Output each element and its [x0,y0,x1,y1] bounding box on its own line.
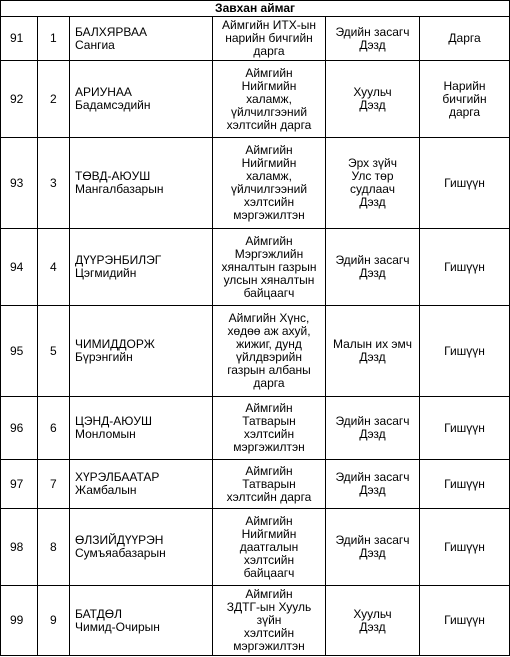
table-row [1,61,510,138]
member-position-line: жижиг, дунд [236,337,302,351]
member-role-line: Гишүүн [444,420,485,435]
member-profession-rank-line: Дэзд [359,98,386,112]
member-name-patronymic: Сумъяабазарын [75,546,166,560]
member-position-line: хэлтсийн [243,195,295,209]
member-profession-rank-line: Хуульч [353,606,392,621]
member-role [420,61,510,138]
member-name-patronymic: Цэгмидийн [75,266,137,280]
member-role [420,229,510,306]
row-index: 3 [38,138,70,229]
member-name [70,586,213,656]
member-name [70,138,213,229]
member-position-line: хэлтсийн дарга [226,117,312,132]
member-position-line: халамж, [246,91,292,106]
member-position-line: Нийгмийн [241,78,297,93]
row-number: 93 [1,138,38,229]
member-position [213,397,326,460]
row-index: 8 [38,509,70,586]
member-role [420,509,510,586]
member-role-line: Гишүүн [444,259,485,274]
member-name-main: ХҮРЭЛБААТАР [75,470,160,484]
row-index: 1 [38,17,70,61]
member-profession-rank [326,460,420,509]
row-number: 94 [1,229,38,306]
member-name-main: БАЛХЯРВАА [75,24,148,39]
member-position [213,509,326,586]
member-profession-rank-line: Хуульч [353,85,392,99]
member-profession-rank [326,17,420,61]
member-name-main: ТӨВД-АЮУШ [75,169,151,183]
member-role [420,306,510,397]
member-position-line: байцаагч [243,285,295,300]
member-position-line: үйлчилгээний [230,104,308,119]
member-role [420,586,510,656]
member-profession-rank-line: Улс төр [351,169,394,183]
table-row [1,306,510,397]
member-role-line: Гишүүн [444,613,485,627]
member-position [213,138,326,229]
member-profession-rank-line: Эдийн засагч [335,24,410,39]
member-position-line: ЗДТГ-ын Хууль [226,600,312,614]
member-profession-rank-line: Дэзд [359,350,386,364]
member-position [213,460,326,509]
member-position-line: үйлчилгээний [230,182,308,196]
member-name [70,509,213,586]
member-role-line: Нарийн [443,78,486,93]
row-index: 6 [38,397,70,460]
member-position [213,586,326,656]
member-position-line: Нийгмийн [241,526,297,541]
member-position-line: Аймгийн [245,587,293,601]
member-position-line: Мэргэжлийн [234,246,304,261]
member-profession-rank [326,397,420,460]
member-profession-rank [326,138,420,229]
member-role [420,397,510,460]
table-row [1,17,510,61]
member-profession-rank-line: Малын их эмч [332,337,413,351]
row-number: 97 [1,460,38,509]
row-number: 95 [1,306,38,397]
member-profession-rank-line: судлаач [350,182,395,196]
member-role-line: Гишүүн [444,476,485,491]
table-body [1,17,510,656]
member-position-line: Аймгийн [245,143,293,157]
member-position-line: Аймгийн [245,65,293,80]
member-position-line: Аймгийн Хүнс, [228,311,310,325]
member-role-line: Гишүүн [444,175,485,190]
member-position-line: хэлтсийн дарга [226,489,312,504]
member-position-line: мэргэжилтэн [233,208,305,222]
member-position-line: Аймгийн [245,233,293,248]
member-name-main: БАТДӨЛ [75,606,122,621]
member-name-main: АРИУНАА [75,85,132,99]
member-name-patronymic: Монломын [75,427,136,441]
member-profession-rank-line: Дэзд [359,546,386,560]
member-position-line: улсын хяналтын [223,272,315,287]
member-name-main: ЦЭНД-АЮУШ [75,414,153,428]
member-name-patronymic: Бүрэнгийн [75,350,133,364]
table-row [1,460,510,509]
table-row [1,138,510,229]
member-profession-rank-line: Дэзд [359,195,386,209]
member-profession-rank-line: Эдийн засагч [335,253,410,267]
member-position [213,17,326,61]
member-profession-rank-line: Эдийн засагч [335,414,410,428]
row-number: 98 [1,509,38,586]
member-position-line: Аймгийн [245,401,293,415]
member-position [213,229,326,306]
row-index: 4 [38,229,70,306]
member-position-line: хөдөө аж ахуй, [227,324,311,338]
member-profession-rank-line: Дэзд [359,619,386,634]
row-number: 96 [1,397,38,460]
member-position [213,61,326,138]
member-profession-rank-line: Дэзд [359,483,386,497]
member-position-line: дарга [253,376,285,390]
member-name [70,460,213,509]
member-position-line: үйлдвэрийн [236,350,302,364]
member-name-patronymic: Мангалбазарын [75,182,164,196]
member-name-main: ДҮҮРЭНБИЛЭГ [75,253,162,267]
row-index: 5 [38,306,70,397]
row-number: 92 [1,61,38,138]
member-position-line: хэлтсийн [243,427,295,441]
member-profession-rank-line: Эдийн засагч [335,470,410,484]
member-profession-rank-line: Дэзд [359,266,386,280]
member-position-line: Аймгийн [245,513,293,528]
row-number: 91 [1,17,38,61]
member-profession-rank-line: Эрх зүйч [348,156,397,170]
member-profession-rank-line: Дэзд [359,427,386,441]
member-position-line: Нийгмийн [241,156,297,170]
member-name [70,61,213,138]
row-index: 2 [38,61,70,138]
member-position-line: даатгалын [239,539,299,554]
member-role-line: Дарга [448,31,481,45]
member-position-line: халамж, [246,169,292,183]
member-role-line: дарга [448,104,481,119]
member-name-patronymic: Чимид-Очирын [75,619,160,634]
member-position [213,306,326,397]
member-name-main: ӨЛЗИЙДҮҮРЭН [75,533,164,547]
member-role [420,138,510,229]
member-position-line: нарийн бичгийн [225,31,313,45]
member-name-main: ЧИМИДДОРЖ [75,337,155,351]
member-role-line: бичгийн [442,91,487,106]
member-profession-rank [326,509,420,586]
row-index: 7 [38,460,70,509]
member-name [70,17,213,61]
member-role [420,460,510,509]
member-position-line: байцаагч [243,565,295,580]
member-position-line: хэлтсийн [243,552,295,567]
member-profession-rank-line: Дэзд [359,37,386,52]
member-position-line: мэргэжилтэн [233,639,305,653]
member-profession-rank-line: Эдийн засагч [335,533,410,547]
member-profession-rank [326,586,420,656]
member-name-patronymic: Бадамсэдийн [75,98,151,112]
member-role-line: Гишүүн [444,539,485,554]
member-position-line: Аймгийн [245,463,293,478]
row-index: 9 [38,586,70,656]
member-position-line: Татварын [242,476,296,491]
member-profession-rank [326,61,420,138]
row-number: 99 [1,586,38,656]
member-profession-rank [326,229,420,306]
member-position-line: хэлтсийн [243,626,295,640]
member-name-patronymic: Жамбалын [75,483,137,497]
table-row [1,397,510,460]
member-position-line: хяналтын газрын [221,259,317,274]
table-row [1,229,510,306]
region-header-row [1,1,510,17]
member-position-line: газрын албаны [227,363,311,377]
member-position-line: зүйн [256,613,282,627]
member-name [70,306,213,397]
region-title: Завхан аймаг [1,1,510,17]
member-position-line: мэргэжилтэн [233,440,305,454]
table-row [1,509,510,586]
member-position-line: Татварын [242,414,296,428]
member-role-line: Гишүүн [444,343,485,358]
member-name-patronymic: Сангиа [75,37,115,52]
member-role [420,17,510,61]
table-row [1,586,510,656]
member-name [70,229,213,306]
member-position-line: Аймгийн ИТХ-ын [222,18,316,32]
member-profession-rank [326,306,420,397]
member-name [70,397,213,460]
member-position-line: дарга [253,44,285,58]
